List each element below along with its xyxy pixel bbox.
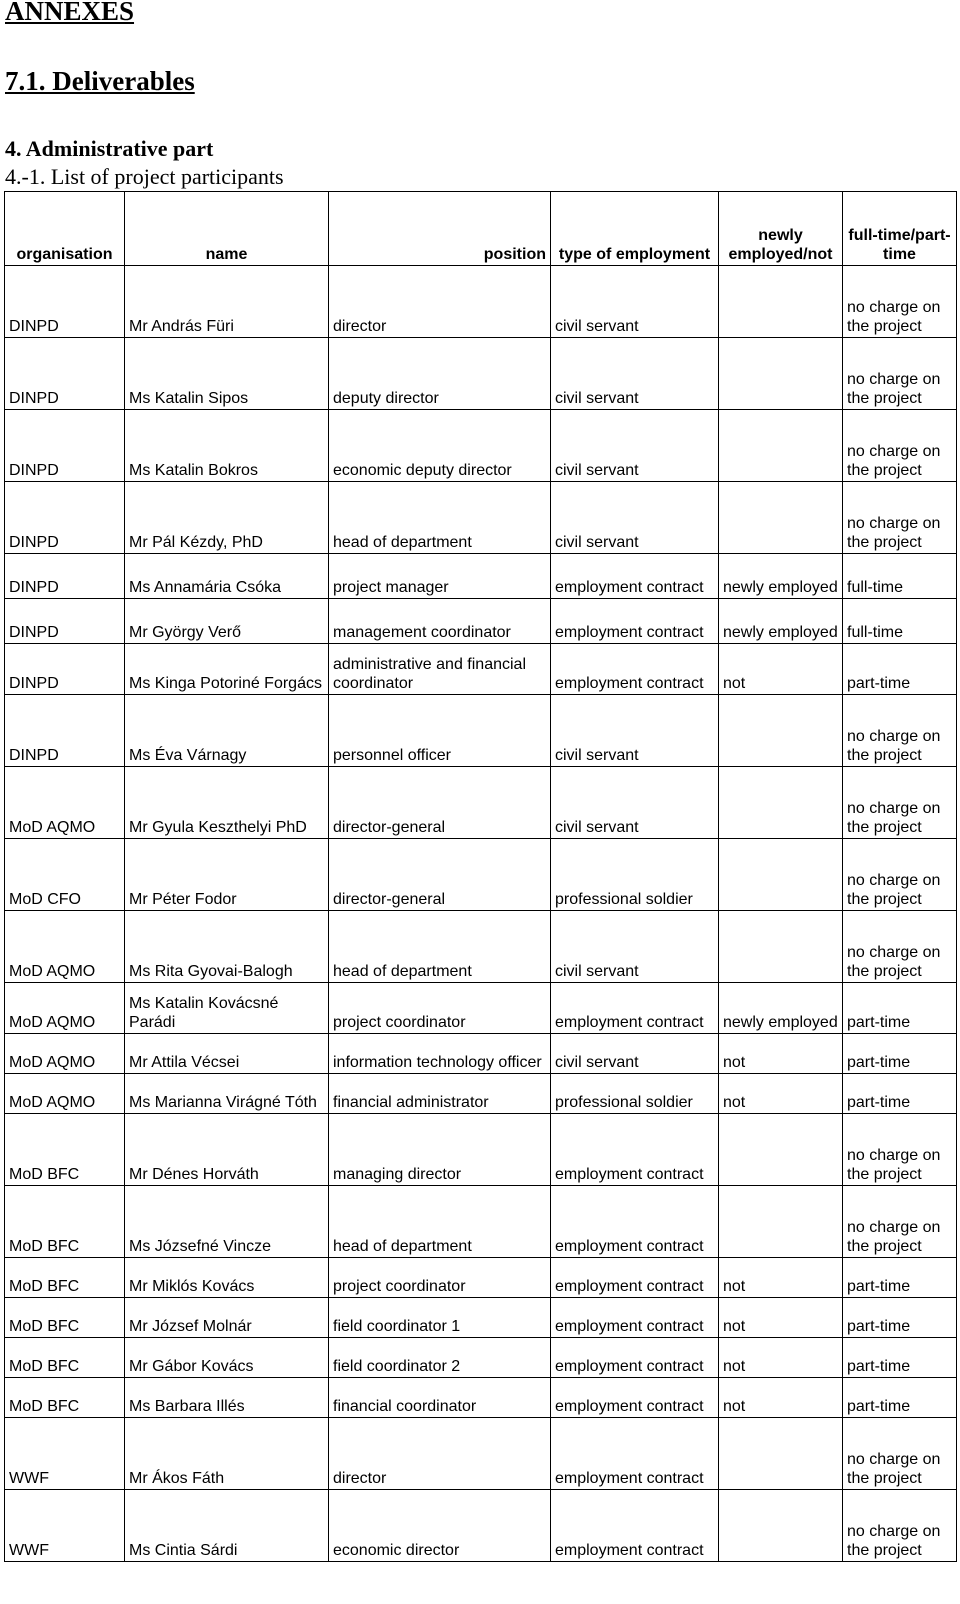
full-time-part-time-cell: part-time <box>843 1074 957 1114</box>
table-row <box>5 839 957 911</box>
name-cell: Mr Gábor Kovács <box>125 1338 329 1378</box>
table-row <box>5 410 957 482</box>
header-name: name <box>125 192 329 266</box>
newly-employed-cell: not <box>719 1258 843 1298</box>
employment-type-cell: employment contract <box>551 554 719 599</box>
full-time-part-time-cell: full-time <box>843 599 957 644</box>
table-row <box>5 554 957 599</box>
table-row <box>5 911 957 983</box>
full-time-part-time-cell: no charge on the project <box>843 839 957 911</box>
full-time-part-time-cell: part-time <box>843 1258 957 1298</box>
name-cell: Ms Barbara Illés <box>125 1378 329 1418</box>
newly-employed-cell: not <box>719 1378 843 1418</box>
name-cell: Ms Kinga Potoriné Forgács <box>125 644 329 695</box>
organisation-cell: WWF <box>5 1490 125 1562</box>
employment-type-cell: employment contract <box>551 1418 719 1490</box>
position-cell: deputy director <box>329 338 551 410</box>
name-cell: Ms Annamária Csóka <box>125 554 329 599</box>
full-time-part-time-cell: no charge on the project <box>843 482 957 554</box>
subsection-heading: 4.-1. List of project participants <box>5 164 284 189</box>
newly-employed-cell <box>719 266 843 338</box>
table-row <box>5 1074 957 1114</box>
name-cell: Mr Gyula Keszthelyi PhD <box>125 767 329 839</box>
newly-employed-cell: newly employed <box>719 554 843 599</box>
header-newly-employed: newly employed/not <box>719 192 843 266</box>
header-position: position <box>329 192 551 266</box>
organisation-cell: DINPD <box>5 554 125 599</box>
table-row <box>5 1186 957 1258</box>
position-cell: project coordinator <box>329 983 551 1034</box>
position-cell: project coordinator <box>329 1258 551 1298</box>
position-cell: financial administrator <box>329 1074 551 1114</box>
table-row <box>5 1418 957 1490</box>
name-cell: Mr Pál Kézdy, PhD <box>125 482 329 554</box>
position-cell: managing director <box>329 1114 551 1186</box>
position-cell: head of department <box>329 482 551 554</box>
newly-employed-cell <box>719 839 843 911</box>
position-cell: head of department <box>329 1186 551 1258</box>
organisation-cell: MoD AQMO <box>5 911 125 983</box>
table-row <box>5 767 957 839</box>
name-cell: Ms Cintia Sárdi <box>125 1490 329 1562</box>
position-cell: administrative and financial coordinator <box>329 644 551 695</box>
table-row <box>5 1378 957 1418</box>
annexes-heading: ANNEXES <box>5 0 135 26</box>
header-type-of-employment: type of employment <box>551 192 719 266</box>
organisation-cell: MoD AQMO <box>5 1074 125 1114</box>
name-cell: Mr Dénes Horváth <box>125 1114 329 1186</box>
newly-employed-cell <box>719 1490 843 1562</box>
name-cell: Ms Éva Várnagy <box>125 695 329 767</box>
full-time-part-time-cell: part-time <box>843 1298 957 1338</box>
name-cell: Ms Rita Gyovai-Balogh <box>125 911 329 983</box>
newly-employed-cell <box>719 338 843 410</box>
header-full-time-part-time: full-time/part-time <box>843 192 957 266</box>
table-row <box>5 1298 957 1338</box>
position-cell: economic director <box>329 1490 551 1562</box>
employment-type-cell: civil servant <box>551 695 719 767</box>
full-time-part-time-cell: part-time <box>843 1034 957 1074</box>
employment-type-cell: employment contract <box>551 599 719 644</box>
employment-type-cell: employment contract <box>551 1298 719 1338</box>
organisation-cell: MoD BFC <box>5 1186 125 1258</box>
full-time-part-time-cell: no charge on the project <box>843 1114 957 1186</box>
position-cell: financial coordinator <box>329 1378 551 1418</box>
employment-type-cell: civil servant <box>551 911 719 983</box>
name-cell: Ms Katalin Bokros <box>125 410 329 482</box>
organisation-cell: MoD BFC <box>5 1114 125 1186</box>
position-cell: information technology officer <box>329 1034 551 1074</box>
table-row <box>5 482 957 554</box>
position-cell: field coordinator 2 <box>329 1338 551 1378</box>
newly-employed-cell: not <box>719 1298 843 1338</box>
organisation-cell: MoD CFO <box>5 839 125 911</box>
table-row <box>5 1490 957 1562</box>
full-time-part-time-cell: no charge on the project <box>843 266 957 338</box>
organisation-cell: DINPD <box>5 482 125 554</box>
position-cell: director <box>329 266 551 338</box>
position-cell: management coordinator <box>329 599 551 644</box>
position-cell: personnel officer <box>329 695 551 767</box>
newly-employed-cell <box>719 695 843 767</box>
organisation-cell: WWF <box>5 1418 125 1490</box>
table-row <box>5 266 957 338</box>
organisation-cell: DINPD <box>5 695 125 767</box>
full-time-part-time-cell: no charge on the project <box>843 338 957 410</box>
full-time-part-time-cell: full-time <box>843 554 957 599</box>
employment-type-cell: employment contract <box>551 1378 719 1418</box>
newly-employed-cell <box>719 767 843 839</box>
employment-type-cell: employment contract <box>551 983 719 1034</box>
position-cell: director-general <box>329 767 551 839</box>
name-cell: Ms Marianna Virágné Tóth <box>125 1074 329 1114</box>
name-cell: Ms Katalin Sipos <box>125 338 329 410</box>
employment-type-cell: employment contract <box>551 1490 719 1562</box>
name-cell: Mr Péter Fodor <box>125 839 329 911</box>
name-cell: Ms Józsefné Vincze <box>125 1186 329 1258</box>
newly-employed-cell <box>719 482 843 554</box>
position-cell: director <box>329 1418 551 1490</box>
employment-type-cell: civil servant <box>551 410 719 482</box>
organisation-cell: DINPD <box>5 644 125 695</box>
organisation-cell: MoD BFC <box>5 1258 125 1298</box>
newly-employed-cell <box>719 1186 843 1258</box>
employment-type-cell: civil servant <box>551 266 719 338</box>
full-time-part-time-cell: part-time <box>843 983 957 1034</box>
table-row <box>5 338 957 410</box>
table-row <box>5 1034 957 1074</box>
name-cell: Mr Ákos Fáth <box>125 1418 329 1490</box>
employment-type-cell: employment contract <box>551 1258 719 1298</box>
header-organisation: organisation <box>5 192 125 266</box>
full-time-part-time-cell: no charge on the project <box>843 1418 957 1490</box>
organisation-cell: MoD AQMO <box>5 983 125 1034</box>
table-row <box>5 1258 957 1298</box>
newly-employed-cell <box>719 911 843 983</box>
employment-type-cell: civil servant <box>551 338 719 410</box>
position-cell: head of department <box>329 911 551 983</box>
section-heading: 4. Administrative part <box>5 136 214 161</box>
employment-type-cell: civil servant <box>551 767 719 839</box>
name-cell: Ms Katalin Kovácsné Parádi <box>125 983 329 1034</box>
newly-employed-cell: newly employed <box>719 599 843 644</box>
deliverables-heading: 7.1. Deliverables <box>5 66 195 96</box>
organisation-cell: DINPD <box>5 266 125 338</box>
header-row <box>5 192 957 266</box>
organisation-cell: DINPD <box>5 410 125 482</box>
table-row <box>5 1338 957 1378</box>
participants-table-body <box>5 266 957 1562</box>
table-row <box>5 695 957 767</box>
employment-type-cell: civil servant <box>551 482 719 554</box>
full-time-part-time-cell: no charge on the project <box>843 767 957 839</box>
newly-employed-cell: not <box>719 1074 843 1114</box>
table-row <box>5 1114 957 1186</box>
position-cell: project manager <box>329 554 551 599</box>
employment-type-cell: employment contract <box>551 1114 719 1186</box>
table-row <box>5 644 957 695</box>
name-cell: Mr György Verő <box>125 599 329 644</box>
newly-employed-cell <box>719 410 843 482</box>
full-time-part-time-cell: part-time <box>843 1378 957 1418</box>
full-time-part-time-cell: part-time <box>843 1338 957 1378</box>
table-row <box>5 599 957 644</box>
organisation-cell: DINPD <box>5 338 125 410</box>
employment-type-cell: professional soldier <box>551 1074 719 1114</box>
full-time-part-time-cell: no charge on the project <box>843 695 957 767</box>
full-time-part-time-cell: no charge on the project <box>843 410 957 482</box>
participants-table <box>4 191 957 1562</box>
organisation-cell: MoD BFC <box>5 1298 125 1338</box>
employment-type-cell: employment contract <box>551 644 719 695</box>
employment-type-cell: employment contract <box>551 1338 719 1378</box>
organisation-cell: MoD AQMO <box>5 767 125 839</box>
table-row <box>5 983 957 1034</box>
newly-employed-cell: not <box>719 1338 843 1378</box>
name-cell: Mr Attila Vécsei <box>125 1034 329 1074</box>
name-cell: Mr József Molnár <box>125 1298 329 1338</box>
name-cell: Mr András Füri <box>125 266 329 338</box>
full-time-part-time-cell: no charge on the project <box>843 1186 957 1258</box>
position-cell: director-general <box>329 839 551 911</box>
employment-type-cell: civil servant <box>551 1034 719 1074</box>
name-cell: Mr Miklós Kovács <box>125 1258 329 1298</box>
full-time-part-time-cell: part-time <box>843 644 957 695</box>
organisation-cell: MoD BFC <box>5 1378 125 1418</box>
employment-type-cell: employment contract <box>551 1186 719 1258</box>
newly-employed-cell: newly employed <box>719 983 843 1034</box>
newly-employed-cell: not <box>719 1034 843 1074</box>
position-cell: economic deputy director <box>329 410 551 482</box>
organisation-cell: MoD BFC <box>5 1338 125 1378</box>
organisation-cell: MoD AQMO <box>5 1034 125 1074</box>
newly-employed-cell <box>719 1114 843 1186</box>
employment-type-cell: professional soldier <box>551 839 719 911</box>
position-cell: field coordinator 1 <box>329 1298 551 1338</box>
newly-employed-cell <box>719 1418 843 1490</box>
full-time-part-time-cell: no charge on the project <box>843 911 957 983</box>
organisation-cell: DINPD <box>5 599 125 644</box>
full-time-part-time-cell: no charge on the project <box>843 1490 957 1562</box>
newly-employed-cell: not <box>719 644 843 695</box>
